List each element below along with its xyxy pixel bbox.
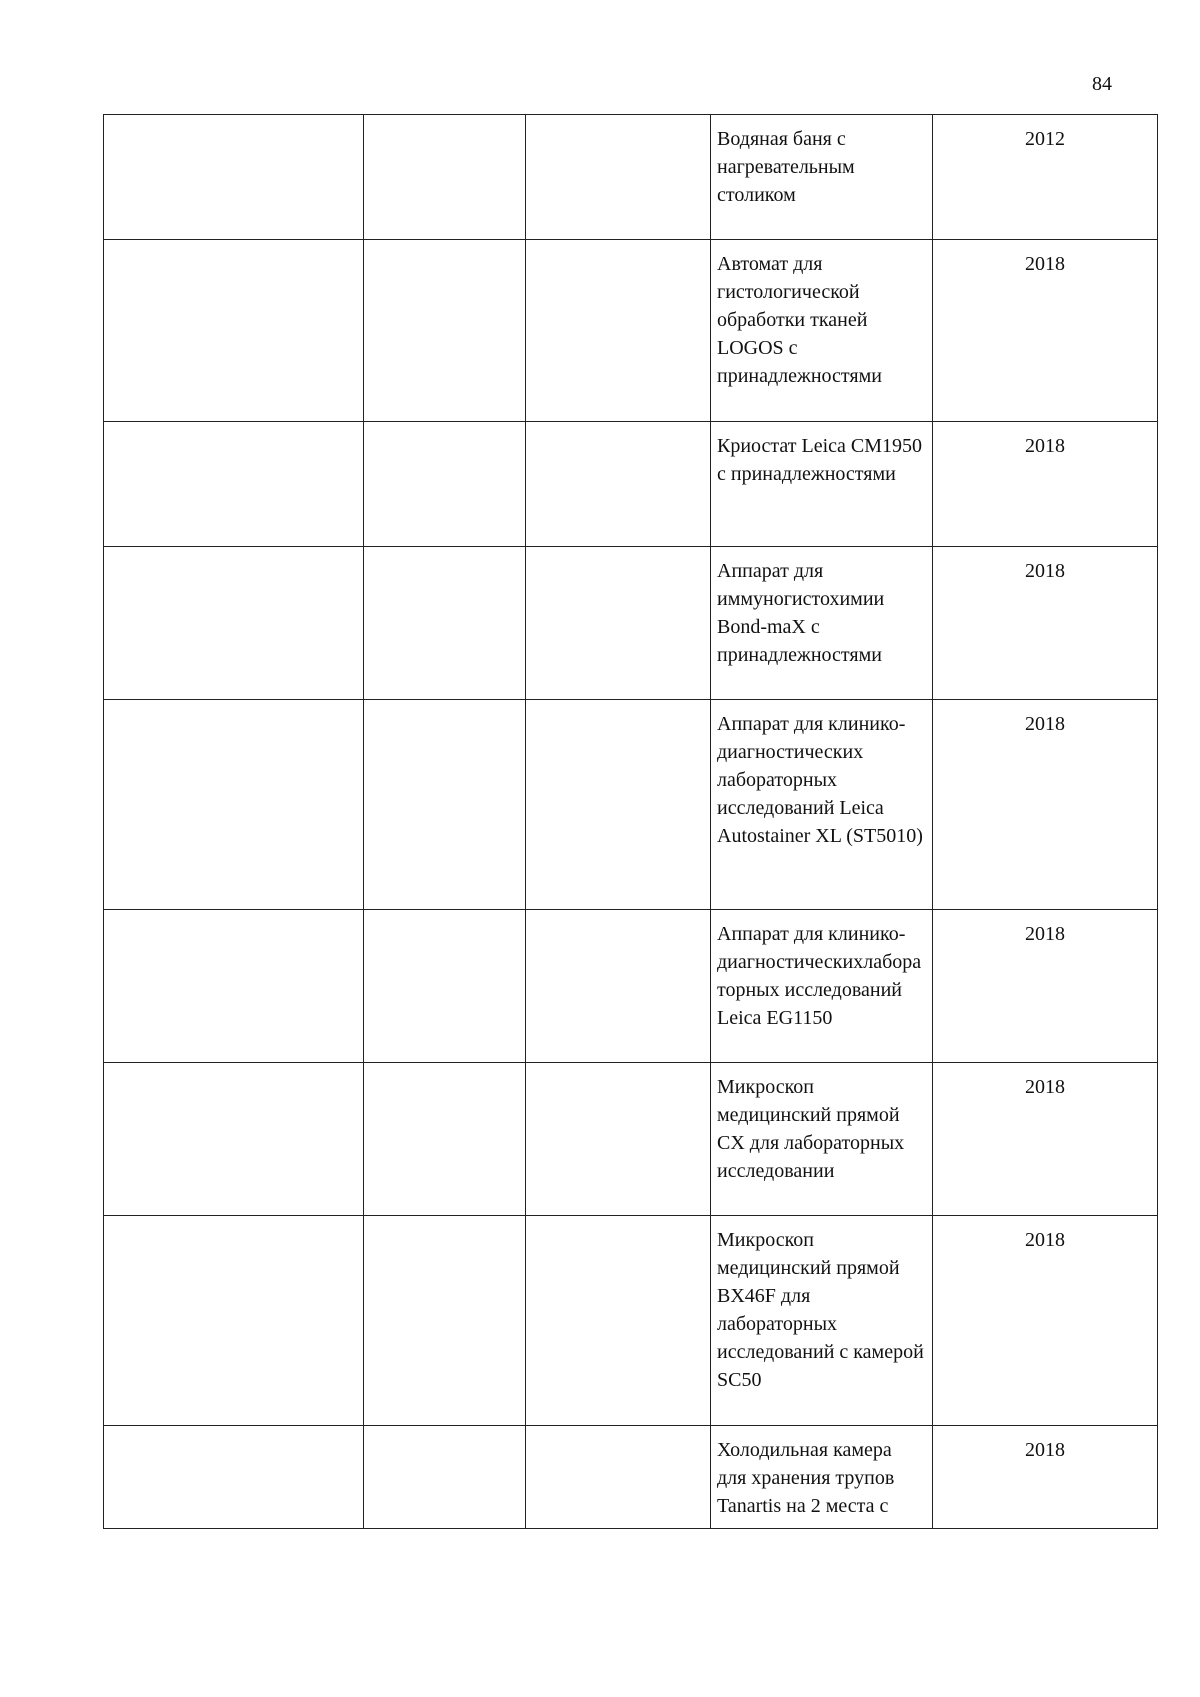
equipment-year: 2018 [933, 422, 1158, 547]
empty-cell [526, 700, 711, 910]
empty-cell [364, 1063, 526, 1216]
equipment-year: 2018 [933, 700, 1158, 910]
empty-cell [526, 1063, 711, 1216]
empty-cell [104, 115, 364, 240]
empty-cell [364, 422, 526, 547]
page-number: 84 [1092, 73, 1112, 95]
table-row [104, 700, 1158, 910]
equipment-name: Микроскоп медицинский прямой CX для лабораторных исследовании [711, 1063, 933, 1216]
equipment-name: Холодильная камера для хранения трупов Tanartis на 2 места с [711, 1426, 933, 1529]
empty-cell [526, 547, 711, 700]
equipment-name: Микроскоп медицинский прямой BX46F для лабораторных исследований с камерой SC50 [711, 1216, 933, 1426]
equipment-name: Водяная баня с нагревательным столиком [711, 115, 933, 240]
empty-cell [104, 240, 364, 422]
empty-cell [104, 547, 364, 700]
empty-cell [364, 910, 526, 1063]
equipment-year: 2012 [933, 115, 1158, 240]
empty-cell [526, 910, 711, 1063]
empty-cell [364, 700, 526, 910]
equipment-name: Аппарат для клинико-диагностических лабораторных исследований Leica Autostainer XL (ST5010) [711, 700, 933, 910]
table-row [104, 240, 1158, 422]
equipment-table [103, 114, 1158, 1529]
empty-cell [526, 115, 711, 240]
table-row [104, 1216, 1158, 1426]
empty-cell [364, 240, 526, 422]
empty-cell [104, 700, 364, 910]
empty-cell [364, 1426, 526, 1529]
equipment-year: 2018 [933, 240, 1158, 422]
empty-cell [526, 422, 711, 547]
table-row [104, 115, 1158, 240]
table-row [104, 910, 1158, 1063]
equipment-year: 2018 [933, 547, 1158, 700]
empty-cell [104, 1426, 364, 1529]
equipment-name: Аппарат для клинико-диагностическихлабораторных исследований Leica EG1150 [711, 910, 933, 1063]
equipment-year: 2018 [933, 1063, 1158, 1216]
empty-cell [526, 240, 711, 422]
empty-cell [104, 1216, 364, 1426]
equipment-name: Криостат Leica CM1950 с принадлежностями [711, 422, 933, 547]
equipment-year: 2018 [933, 1216, 1158, 1426]
equipment-name: Аппарат для иммуногистохимии Bond-maX с принадлежностями [711, 547, 933, 700]
empty-cell [104, 422, 364, 547]
empty-cell [104, 1063, 364, 1216]
empty-cell [364, 547, 526, 700]
empty-cell [526, 1216, 711, 1426]
table-row [104, 1426, 1158, 1529]
equipment-year: 2018 [933, 910, 1158, 1063]
empty-cell [364, 115, 526, 240]
equipment-year: 2018 [933, 1426, 1158, 1529]
empty-cell [104, 910, 364, 1063]
empty-cell [526, 1426, 711, 1529]
empty-cell [364, 1216, 526, 1426]
equipment-name: Автомат для гистологической обработки тканей LOGOS с принадлежностями [711, 240, 933, 422]
table-row [104, 547, 1158, 700]
table-row [104, 422, 1158, 547]
table-row [104, 1063, 1158, 1216]
